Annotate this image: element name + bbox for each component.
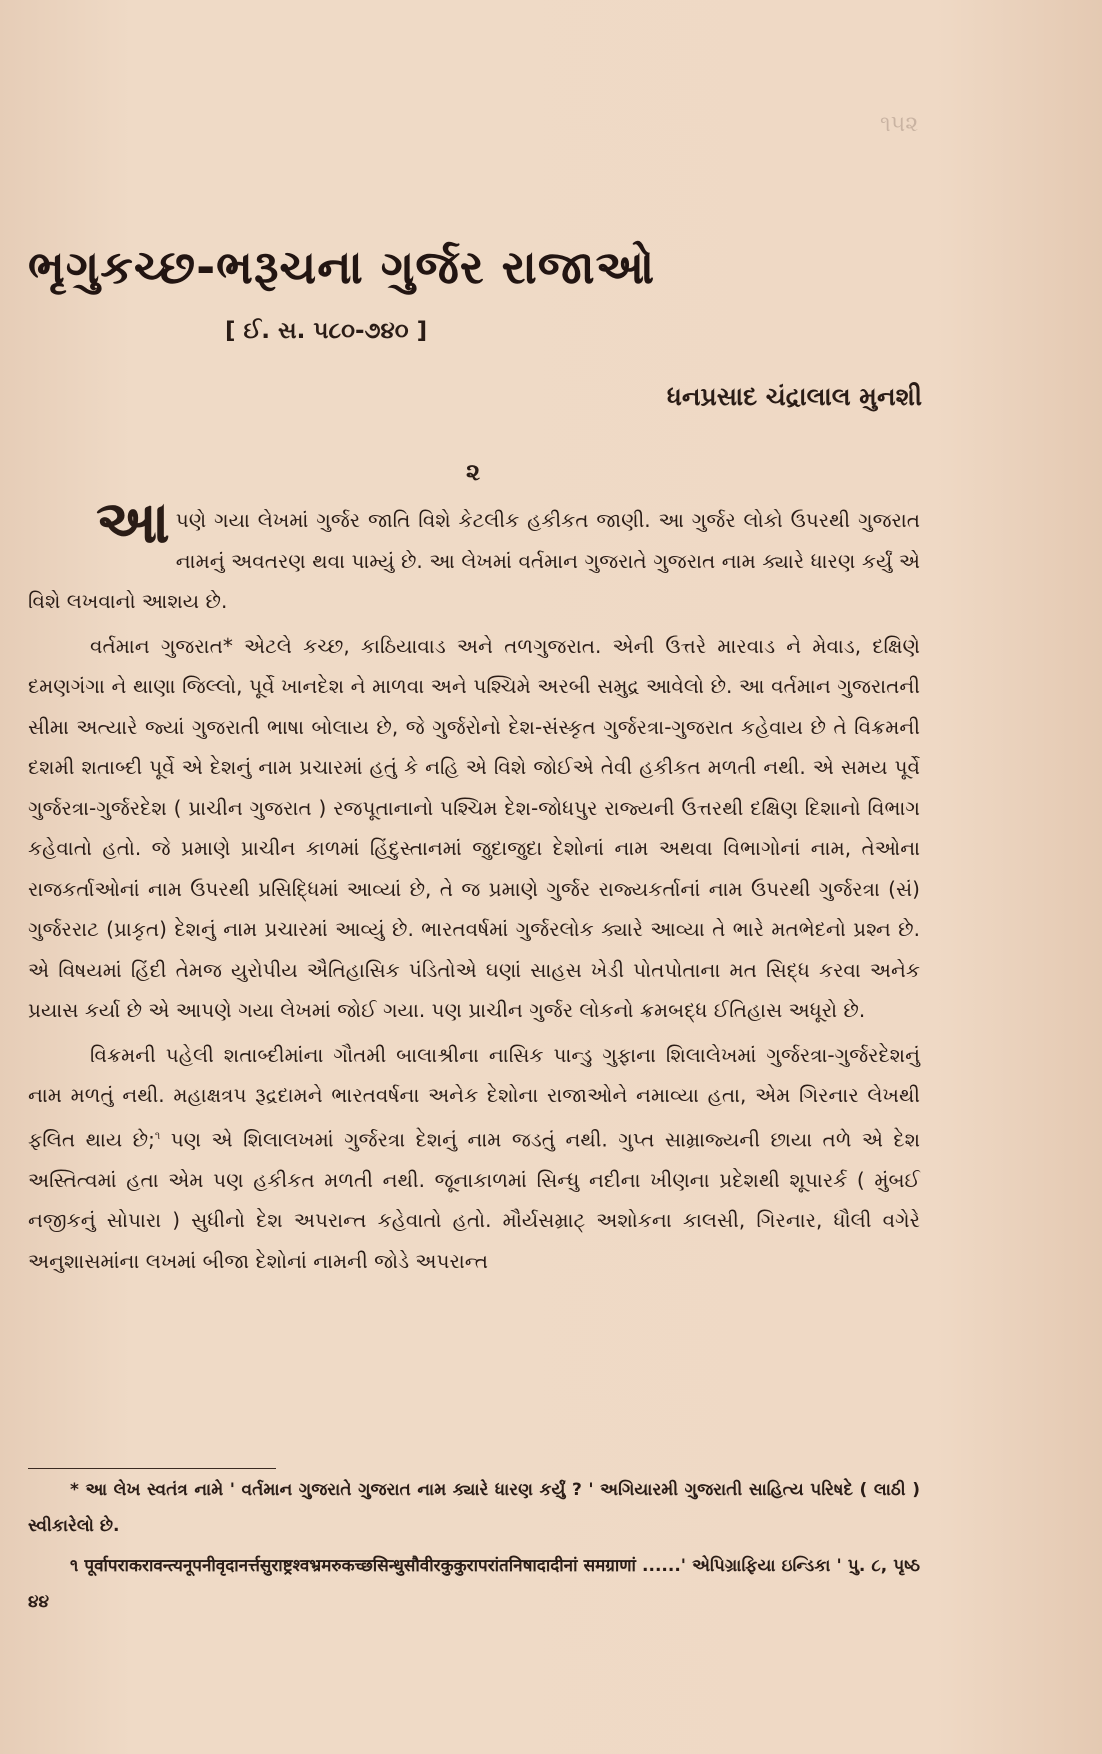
footnote-divider [28, 1468, 276, 1469]
paragraph-3-text-a: વિક્રમની પહેલી શતાબ્દીમાંના ગૌતમી બાલાશ્રીના નાસિક પાન્ડુ ગુફાના શિલાલેખમાં ગુર્જરત્રા-ગુર્જરદેશનું નામ મળતું નથી. મહાક્ષત્રપ રૂદ્રદામને ભારતવર્ષના અનેક દેશોના રાજાઓને નમાવ્યા હતા, એમ ગિરનાર લેખથી ફલિત થાય છે; [28, 1042, 920, 1152]
paragraph-3-text-b: પણ એ શિલાલખમાં ગુર્જરત્રા દેશનું નામ જડતું નથી. ગુપ્ત સામ્રાજ્યની છાયા તળે એ દેશ અસ્તિત્વમાં હતા એમ પણ હકીકત મળતી નથી. જૂનાકાળમાં સિન્ધુ નદીના ખીણના પ્રદેશથી શૂપારર્ક ( મુંબઈ નજીકનું સોપારા ) સુધીનો દેશ અપરાન્ત કહેવાતો હતો. મૌર્યસમ્રાટ્ અશોકના કાલસી, ગિરનાર, ધૌલી વગેરે અનુશાસમાંના લખમાં બીજા દેશોનાં નામની જોડે અપરાન્ત [28, 1127, 920, 1273]
footnotes [28, 1472, 920, 1624]
paragraph-1 [28, 488, 920, 622]
date-range: [ ઈ. સ. ૫૮૦-૭૪૦ ] [225, 318, 428, 344]
drop-cap: આ [96, 488, 170, 556]
paragraph-3 [28, 1035, 920, 1282]
paragraph-2: વર્તમાન ગુજરાત* એટલે કચ્છ, કાઠિયાવાડ અને તળગુજરાત. એની ઉત્તરે મારવાડ ને મેવાડ, દક્ષિણે દમણગંગા ને થાણા જિલ્લો, પૂર્વે ખાનદેશ ને માળવા અને પશ્ચિમે અરબી સમુદ્ર આવેલો છે. આ વર્તમાન ગુજરાતની સીમા અત્યારે જ્યાં ગુજરાતી ભાષા બોલાય છે, જે ગુર્જરોનો દેશ-સંસ્કૃત ગુર્જરત્રા-ગુજરાત કહેવાય છે તે વિક્રમની દશમી શતાબ્દી પૂર્વે એ દેશનું નામ પ્રચારમાં હતું કે નહિ એ વિશે જોઈએ તેવી હકીકત મળતી નથી. એ સમય પૂર્વે ગુર્જરત્રા-ગુર્જરદેશ ( પ્રાચીન ગુજરાત ) રજપૂતાનાનો પશ્ચિમ દેશ-જોધપુર રાજ્યની ઉત્તરથી દક્ષિણ દિશાનો વિભાગ કહેવાતો હતો. જે પ્રમાણે પ્રાચીન કાળમાં હિંદુસ્તાનમાં જુદાજુદા દેશોનાં નામ અથવા વિભાગોનાં નામ, તેઓના રાજકર્તાઓનાં નામ ઉપરથી પ્રસિદ્ધિમાં આવ્યાં છે, તે જ પ્રમાણે ગુર્જર રાજ્યકર્તાનાં નામ ઉપરથી ગુર્જરત્રા (સં) ગુર્જરરાટ (પ્રાકૃત) દેશનું નામ પ્રચારમાં આવ્યું છે. ભારતવર્ષમાં ગુર્જરલોક ક્યારે આવ્યા તે ભારે મતભેદનો પ્રશ્ન છે. એ વિષયમાં હિંદી તેમજ યુરોપીય ઐતિહાસિક પંડિતોએ ઘણાં સાહસ ખેડી પોતપોતાના મત સિદ્ધ કરવા અનેક પ્રયાસ કર્યા છે એ આપણે ગયા લેખમાં જોઈ ગયા. પણ પ્રાચીન ગુર્જર લોકનો ક્રમબદ્ધ ઈતિહાસ અધૂરો છે. [28, 633, 920, 1022]
page-number: ૧૫૨ [880, 112, 919, 137]
footnote-star: * આ લેખ સ્વતંત્ર નામે ' વર્તમાન ગુજરાતે ગુજરાત નામ ક્યારે ધારણ કર્યું ? ' અગિયારમી ગુજરાતી સાહિત્ય પરિષદે ( લાઠી ) સ્વીકારેલો છે. [28, 1480, 920, 1536]
footnote-ref-1: ૧ [154, 1128, 161, 1142]
article-title: ભૃગુકચ્છ-ભરૂચના ગુર્જર રાજાઓ [28, 240, 656, 294]
paragraph-1-text: પણે ગયા લેખમાં ગુર્જર જાતિ વિશે કેટલીક હકીકત જાણી. આ ગુર્જર લોકો ઉપરથી ગુજરાત નામનું અવતરણ થવા પામ્યું છે. આ લેખમાં વર્તમાન ગુજરાતે ગુજરાત નામ ક્યારે ધારણ કર્યું એ વિશે લખવાનો આશય છે. [28, 508, 920, 613]
author-name: ધનપ્રસાદ ચંદ્રાલાલ મુનશી [666, 382, 922, 411]
footnote-1: ૧ पूर्वापराकरावन्त्यनूपनीवृदानर्त्तसुराष्ट्रश्वभ्रमरुकच्छसिन्धुसौवीरकुकुरापरांतनिषादादीनां समग्राणां ......' એપિગ્રાફિયા ઇન્ડિકા ' પુ. ૮, પૃષ્ઠ ૪૪ [28, 1556, 920, 1612]
article-body [28, 488, 920, 1285]
section-number: ૨ [466, 458, 481, 486]
